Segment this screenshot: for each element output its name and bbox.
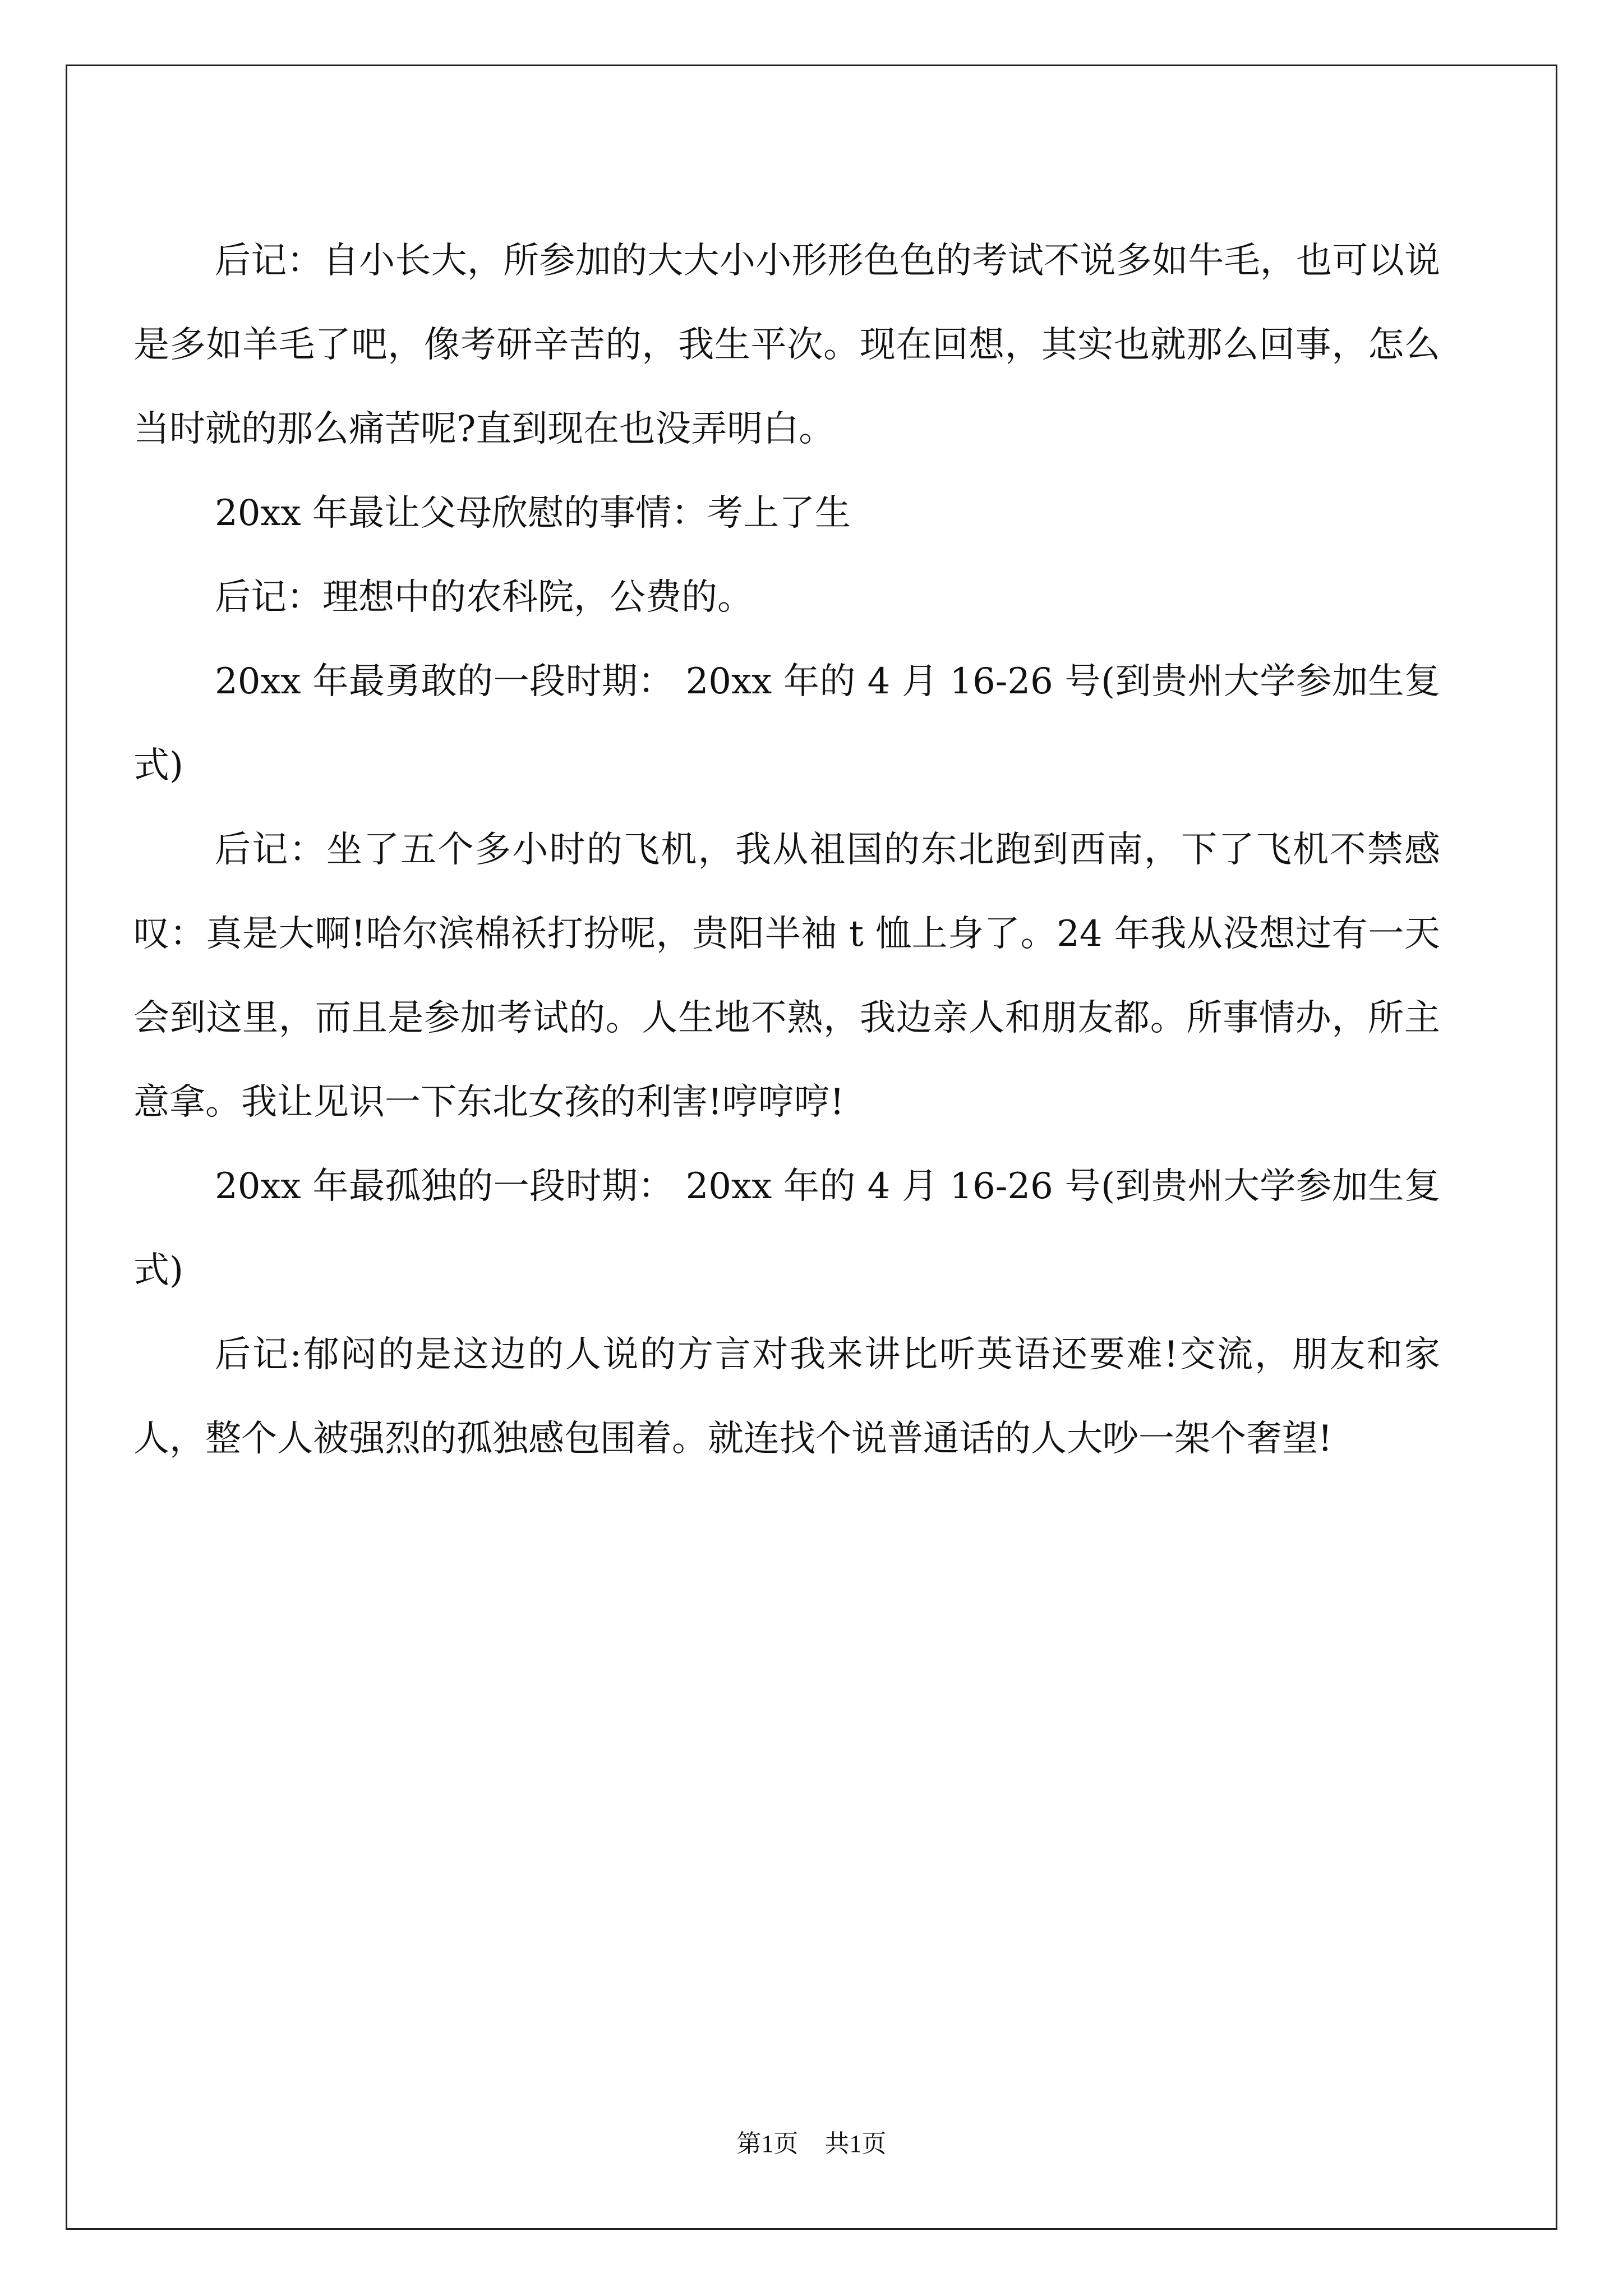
document-body bbox=[133, 219, 1440, 1481]
paragraph-4: 20xx 年最勇敢的一段时期： 20xx 年的 4 月 16-26 号(到贵州大学参加生复式) bbox=[133, 661, 1440, 786]
page-total: 共1页 bbox=[824, 2130, 887, 2157]
paragraph-5: 后记：坐了五个多小时的飞机，我从祖国的东北跑到西南，下了飞机不禁感叹：真是大啊!哈尔滨棉袄打扮呢，贵阳半袖 t 恤上身了。24 年我从没想过有一天会到这里，而且是参加考试的。人生地不熟，我边亲人和朋友都。所事情办，所主意拿。我让见识一下东北女孩的利害!哼哼哼! bbox=[133, 829, 1440, 1123]
paragraph-3: 后记：理想中的农科院，公费的。 bbox=[215, 577, 753, 618]
paragraph-2: 20xx 年最让父母欣慰的事情：考上了生 bbox=[215, 493, 851, 534]
page-number: 第1页 bbox=[736, 2130, 799, 2157]
paragraph-7: 后记:郁闷的是这边的人说的方言对我来讲比听英语还要难!交流，朋友和家人，整个人被强烈的孤独感包围着。就连找个说普通话的人大吵一架个奢望! bbox=[133, 1334, 1440, 1460]
paragraph-6: 20xx 年最孤独的一段时期： 20xx 年的 4 月 16-26 号(到贵州大学参加生复式) bbox=[133, 1166, 1440, 1291]
page-footer bbox=[0, 2123, 1623, 2159]
paragraph-1: 后记：自小长大，所参加的大大小小形形色色的考试不说多如牛毛，也可以说是多如羊毛了吧，像考研辛苦的，我生平次。现在回想，其实也就那么回事，怎么当时就的那么痛苦呢?直到现在也没弄明白。 bbox=[133, 240, 1440, 450]
